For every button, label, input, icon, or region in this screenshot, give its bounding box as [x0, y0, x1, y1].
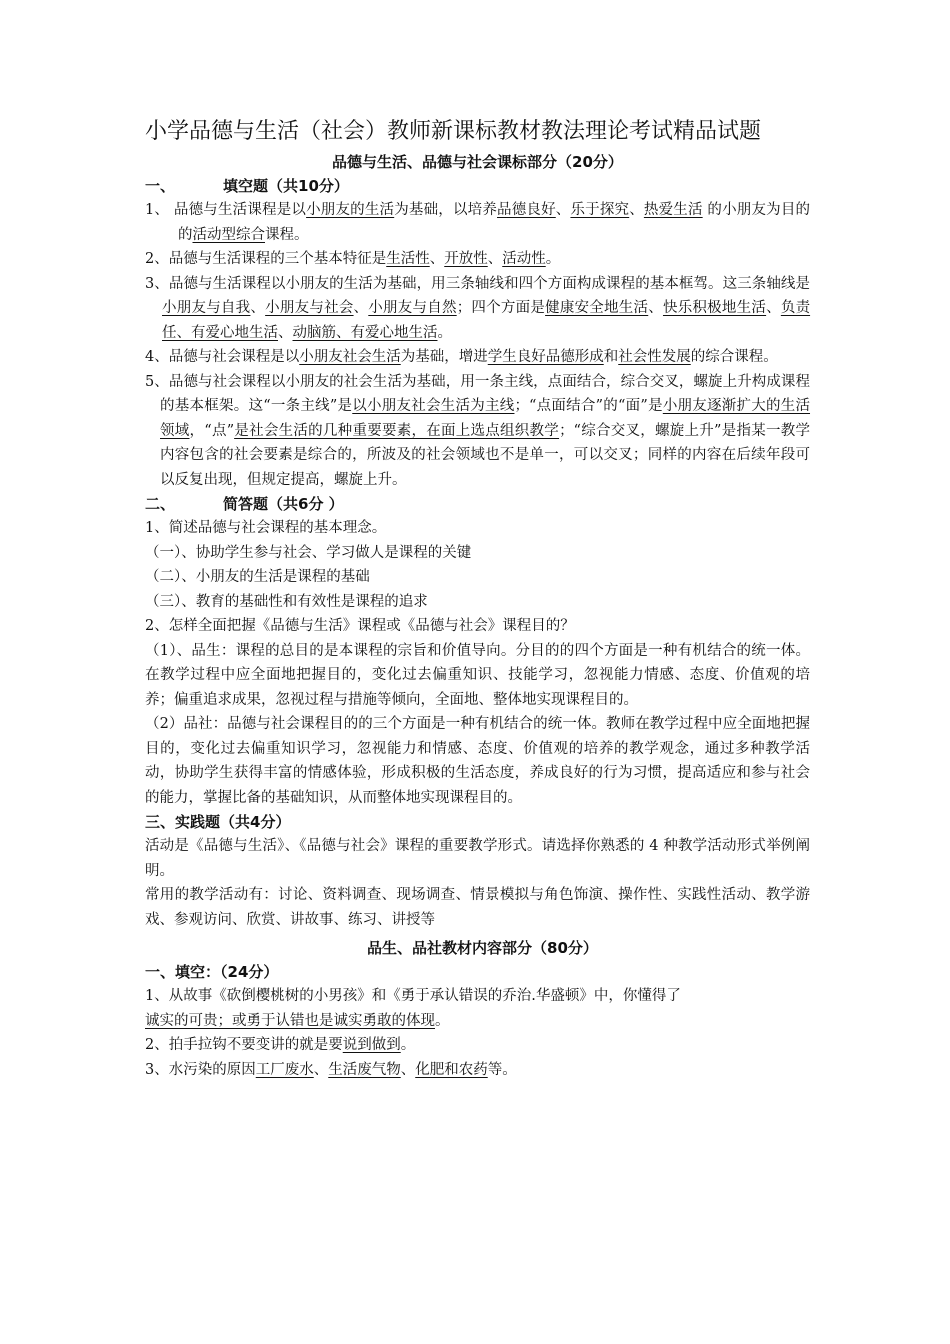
section-practice: 三、实践题（共4分）: [145, 813, 291, 831]
part1-heading: 品德与生活、品德与社会课标部分（20分）: [332, 153, 623, 171]
practice-question: 活动是《品德与生活》、《品德与社会》课程的重要教学形式。请选择你熟悉的 4 种教学活动形式举例阐明。: [145, 838, 810, 879]
section-label: 简答题（共6分 ）: [223, 495, 344, 513]
answer-item-1: （一）、协助学生参与社会、学习做人是课程的关键: [145, 544, 472, 561]
question-4: 4、品德与社会课程是以小朋友社会生活为基础，增进学生良好品德形成和社会性发展的综合课程。: [145, 349, 778, 365]
document-page: [145, 118, 810, 1082]
answer-paragraph-2: （2）品社：品德与社会课程目的的三个方面是一种有机结合的统一体。教师在教学过程中应全面地把握目的，变化过去偏重知识学习，忽视能力和情感、态度、价值观的培养的教学观念，通过多种教学活动，协助学生获得丰富的情感体验，形成积极的生活态度，养成良好的行为习惯，提高适应和参与社会的能力，掌握比备的基础知识，从而整体地实现课程目的。: [145, 716, 810, 806]
section-fill-blank: [145, 174, 810, 198]
short-answer-question-2: 2、怎样全面把握《品德与生活》课程或《品德与社会》课程目的？: [145, 618, 575, 634]
answer-item-3: （三）、教育的基础性和有效性是课程的追求: [145, 593, 428, 610]
question-1: 1、 品德与生活课程是以小朋友的生活为基础，以培养品德良好、乐于探究、热爱生活 的小朋友为目的的活动型综合课程。: [145, 202, 811, 243]
section-fill-in: 一、填空：（24分）: [145, 963, 279, 981]
question-5: 5、品德与社会课程以小朋友的社会生活为基础，用一条主线，点面结合，综合交叉，螺旋上升构成课程的基本框架。这“一条主线”是以小朋友社会生活为主线；“点面结合”的“面”是小朋友逐渐扩大的生活领域，“点”是社会生活的几种重要要素，在面上选点组织教学；“综合交叉，螺旋上升”是指某一教学内容包含的社会要素是综合的，所波及的社会领域也不是单一，可以交叉；同样的内容在后续年段可以反复出现，但规定提高，螺旋上升。: [145, 373, 811, 488]
fill-question-1: 1、从故事《砍倒樱桃树的小男孩》和《勇于承认错误的乔治.华盛顿》中，你懂得了 诚实的可贵；或勇于认错也是诚实勇敢的体现。: [145, 988, 681, 1029]
fill-question-2: 2、拍手拉钩不要变讲的就是要说到做到。: [145, 1037, 416, 1053]
question-3: 3、品德与生活课程以小朋友的生活为基础，用三条轴线和四个方面构成课程的基本框驾。这三条轴线是小朋友与自我、小朋友与社会、小朋友与自然；四个方面是健康安全地生活、快乐积极地生活、负责任、有爱心地生活、动脑筋、有爱心地生活。: [145, 275, 811, 341]
document-title: 小学品德与生活（社会）教师新课标教材教法理论考试精品试题: [145, 119, 762, 144]
section-short-answer: [145, 492, 810, 516]
section-number: 一、: [145, 177, 176, 195]
short-answer-question-1: 1、简述品德与社会课程的基本理念。: [145, 520, 387, 536]
answer-item-2: （二）、小朋友的生活是课程的基础: [145, 569, 370, 585]
section-number: 二、: [145, 495, 176, 513]
part2-heading: 品生、品社教材内容部分（80分）: [367, 939, 598, 957]
fill-question-3: 3、水污染的原因工厂废水、生活废气物、化肥和农药等。: [145, 1061, 517, 1078]
question-2: 2、品德与生活课程的三个基本特征是生活性、开放性、活动性。: [145, 251, 561, 267]
answer-paragraph-1: （1）、品生：课程的总目的是本课程的宗旨和价值导向。分目的的四个方面是一种有机结合的统一体。在教学过程中应全面地把握目的，变化过去偏重知识、技能学习，忽视能力情感、态度、价值观的培养；偏重追求成果，忽视过程与措施等倾向，全面地、整体地实现课程目的。: [145, 642, 810, 708]
section-label: 填空题（共10分）: [223, 177, 349, 195]
practice-answer: 常用的教学活动有：讨论、资料调查、现场调查、情景模拟与角色饰演、操作性、实践性活动、教学游戏、参观访问、欣赏、讲故事、练习、讲授等: [145, 887, 810, 928]
